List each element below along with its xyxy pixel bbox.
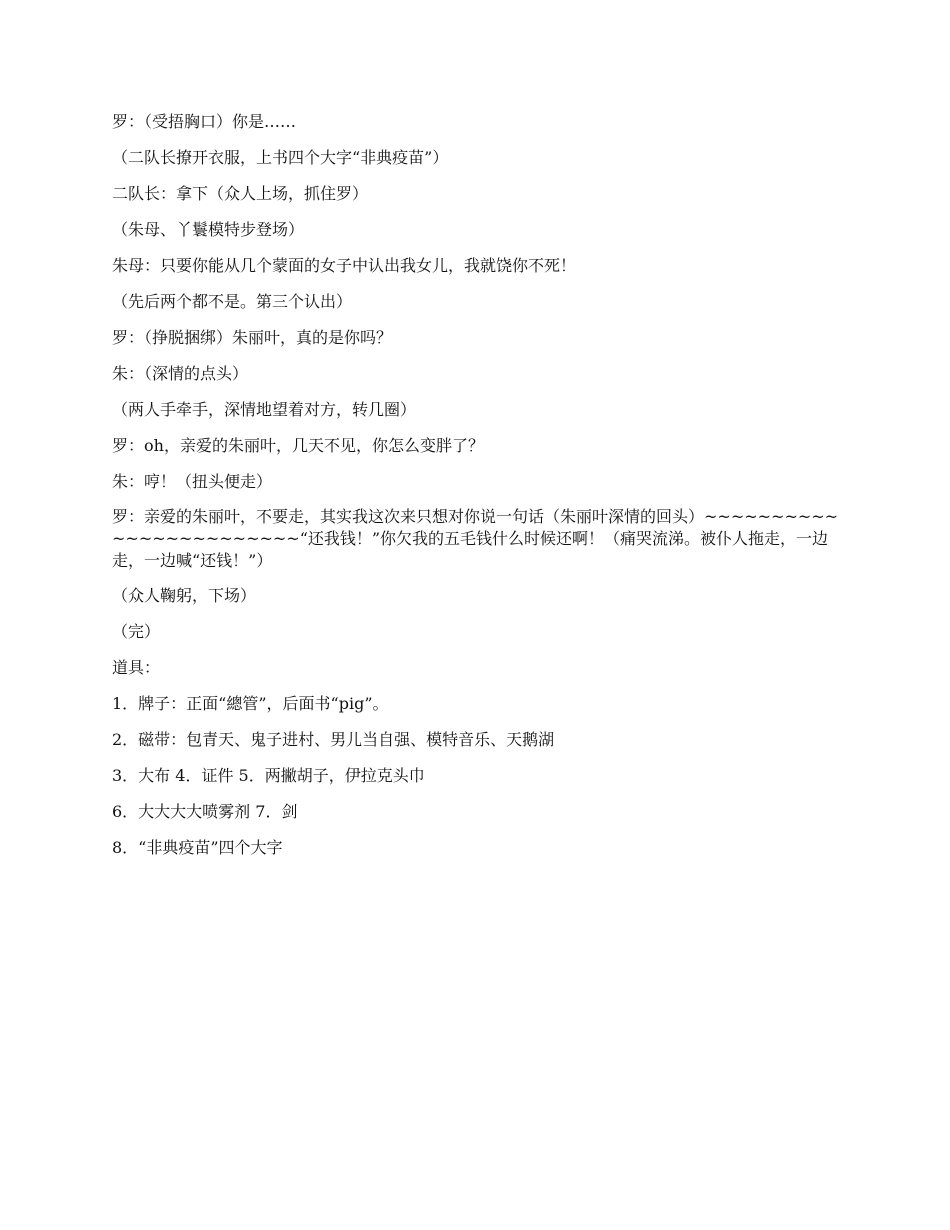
props-item-6-7: 6．大大大大喷雾剂 7．剑 bbox=[112, 802, 298, 821]
script-line-zhu-hmph: 朱：哼！（扭头便走） bbox=[112, 472, 273, 491]
script-line-luo-pay-back: 罗：亲爱的朱丽叶，不要走，其实我这次来只想对你说一句话（朱丽叶深情的回头）~~~~~~~~~~~~~~~~~~~~~~~~“还我钱！”你欠我的五毛钱什么时候还啊！（痛哭流涕。被仆人拖走，一边走，一边喊“还钱！”） bbox=[112, 507, 839, 570]
script-end: （完） bbox=[112, 622, 161, 641]
stage-direction-third-recognized: （先后两个都不是。第三个认出） bbox=[112, 292, 353, 311]
script-line-luo-oh: 罗：oh，亲爱的朱丽叶，几天不见，你怎么变胖了？ bbox=[112, 436, 484, 455]
script-line-luo-clutching-chest: 罗：（受捂胸口）你是…… bbox=[112, 112, 297, 131]
script-line-mother-challenge: 朱母：只要你能从几个蒙面的女子中认出我女儿，我就饶你不死！ bbox=[112, 256, 577, 275]
props-heading: 道具： bbox=[112, 658, 161, 677]
script-line-zhu-nods: 朱：（深情的点头） bbox=[112, 364, 249, 383]
props-item-1: 1．牌子：正面“總管”，后面书“pig”。 bbox=[112, 694, 389, 713]
props-item-8: 8．“非典疫苗”四个大字 bbox=[112, 838, 283, 857]
script-line-captain-arrest: 二队长：拿下（众人上场，抓住罗） bbox=[112, 184, 369, 203]
stage-direction-bow: （众人鞠躬，下场） bbox=[112, 586, 257, 605]
stage-direction-captain-reveals: （二队长撩开衣服，上书四个大字“非典疫苗”） bbox=[112, 148, 449, 167]
stage-direction-hand-in-hand: （两人手牵手，深情地望着对方，转几圈） bbox=[112, 400, 417, 419]
stage-direction-mother-enters: （朱母、丫鬟模特步登场） bbox=[112, 220, 305, 239]
props-item-2: 2．磁带：包青天、鬼子进村、男儿当自强、模特音乐、天鹅湖 bbox=[112, 730, 555, 749]
props-item-3-5: 3．大布 4．证件 5．两撇胡子，伊拉克头巾 bbox=[112, 766, 425, 785]
script-line-luo-is-it-you: 罗：（挣脱捆绑）朱丽叶，真的是你吗？ bbox=[112, 328, 393, 347]
document-page bbox=[112, 110, 842, 872]
